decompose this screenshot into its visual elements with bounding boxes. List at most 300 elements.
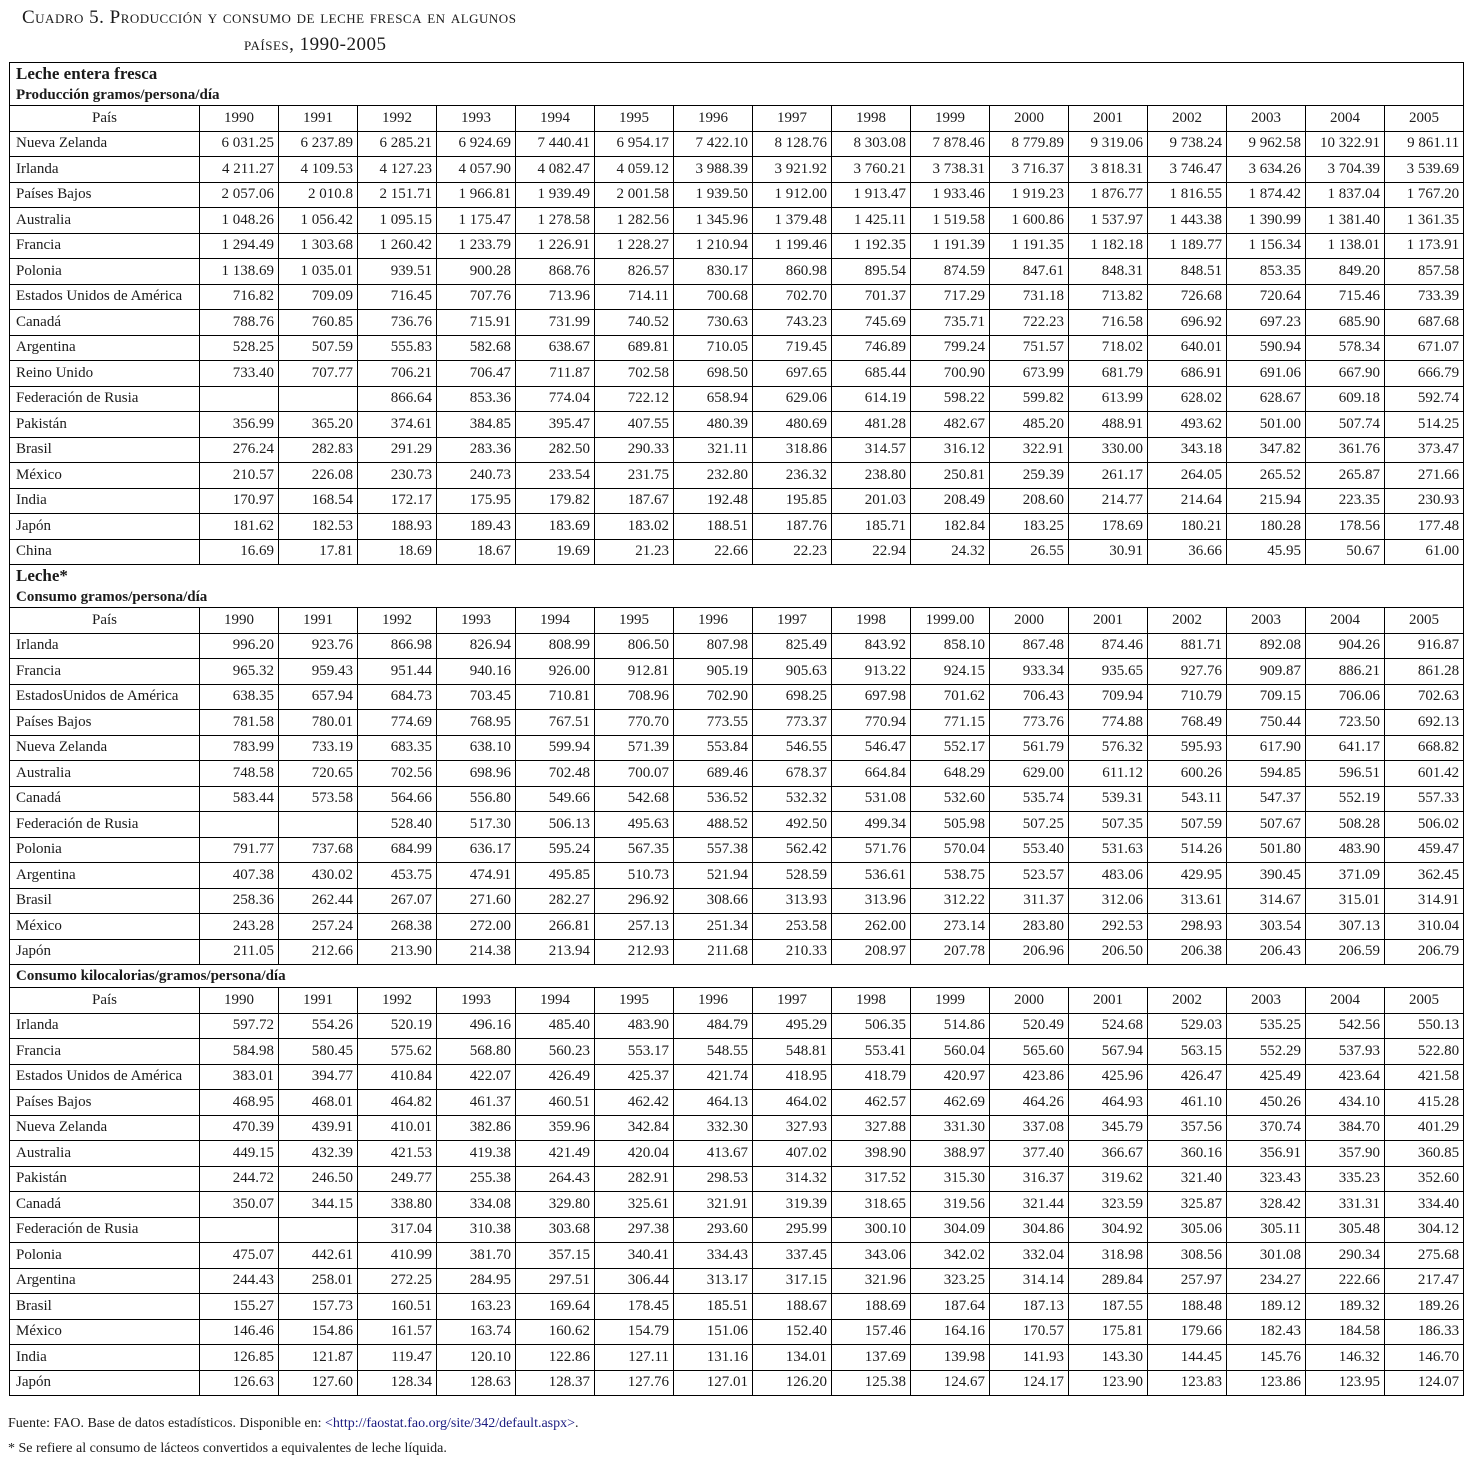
value-cell: 570.04: [911, 837, 990, 863]
value-cell: 599.94: [516, 735, 595, 761]
column-header-year: 1999.00: [911, 608, 990, 634]
table-row: [10, 361, 1464, 387]
value-cell: 553.40: [990, 837, 1069, 863]
value-cell: 700.07: [595, 761, 674, 787]
country-cell: México: [10, 463, 200, 489]
value-cell: 178.56: [1306, 514, 1385, 540]
country-cell: Polonia: [10, 837, 200, 863]
value-cell: 212.93: [595, 939, 674, 965]
value-cell: 146.32: [1306, 1345, 1385, 1371]
value-cell: 418.79: [832, 1064, 911, 1090]
value-cell: 329.80: [516, 1192, 595, 1218]
value-cell: 464.93: [1069, 1090, 1148, 1116]
value-cell: 736.76: [358, 310, 437, 336]
value-cell: 912.81: [595, 659, 674, 685]
value-cell: 8 779.89: [990, 131, 1069, 157]
table-row: [10, 514, 1464, 540]
value-cell: 22.23: [753, 539, 832, 565]
value-cell: 965.32: [200, 659, 279, 685]
value-cell: 506.13: [516, 812, 595, 838]
value-cell: 6 237.89: [279, 131, 358, 157]
value-cell: 373.47: [1385, 437, 1464, 463]
value-cell: 139.98: [911, 1345, 990, 1371]
value-cell: 18.67: [437, 539, 516, 565]
country-cell: India: [10, 488, 200, 514]
value-cell: 124.17: [990, 1370, 1069, 1396]
value-cell: 407.02: [753, 1141, 832, 1167]
value-cell: 706.43: [990, 684, 1069, 710]
value-cell: 807.98: [674, 633, 753, 659]
section-heading-row: [10, 565, 1464, 588]
value-cell: 6 285.21: [358, 131, 437, 157]
value-cell: 461.10: [1148, 1090, 1227, 1116]
value-cell: 335.23: [1306, 1166, 1385, 1192]
value-cell: 323.43: [1227, 1166, 1306, 1192]
value-cell: 567.94: [1069, 1039, 1148, 1065]
value-cell: 189.12: [1227, 1294, 1306, 1320]
value-cell: 127.76: [595, 1370, 674, 1396]
value-cell: 629.00: [990, 761, 1069, 787]
value-cell: 495.29: [753, 1013, 832, 1039]
value-cell: 305.11: [1227, 1217, 1306, 1243]
value-cell: 2 010.8: [279, 182, 358, 208]
value-cell: 8 128.76: [753, 131, 832, 157]
value-cell: 313.93: [753, 888, 832, 914]
value-cell: 715.91: [437, 310, 516, 336]
value-cell: 468.95: [200, 1090, 279, 1116]
value-cell: 595.24: [516, 837, 595, 863]
column-header-year: 2003: [1227, 106, 1306, 132]
column-header-year: 1992: [358, 106, 437, 132]
column-header-year: 1999: [911, 106, 990, 132]
value-cell: 321.91: [674, 1192, 753, 1218]
column-header-year: 2005: [1385, 988, 1464, 1014]
value-cell: 927.76: [1148, 659, 1227, 685]
value-cell: 470.39: [200, 1115, 279, 1141]
value-cell: 678.37: [753, 761, 832, 787]
value-cell: 745.69: [832, 310, 911, 336]
value-cell: 188.67: [753, 1294, 832, 1320]
value-cell: 1 519.58: [911, 208, 990, 234]
value-cell: 22.66: [674, 539, 753, 565]
value-cell: 733.40: [200, 361, 279, 387]
value-cell: 774.88: [1069, 710, 1148, 736]
section-subheading-row: [10, 587, 1464, 608]
column-header-year: 1990: [200, 988, 279, 1014]
value-cell: 554.26: [279, 1013, 358, 1039]
table-notes: [8, 1411, 579, 1461]
value-cell: 432.39: [279, 1141, 358, 1167]
value-cell: 689.81: [595, 335, 674, 361]
value-cell: 702.70: [753, 284, 832, 310]
value-cell: 886.21: [1306, 659, 1385, 685]
value-cell: 189.43: [437, 514, 516, 540]
value-cell: 1 933.46: [911, 182, 990, 208]
value-cell: 698.50: [674, 361, 753, 387]
value-cell: 284.95: [437, 1268, 516, 1294]
table-row: [10, 233, 1464, 259]
value-cell: 514.86: [911, 1013, 990, 1039]
value-cell: 709.15: [1227, 684, 1306, 710]
value-cell: 556.80: [437, 786, 516, 812]
value-cell: 439.91: [279, 1115, 358, 1141]
value-cell: 3 704.39: [1306, 157, 1385, 183]
value-cell: 366.67: [1069, 1141, 1148, 1167]
value-cell: 900.28: [437, 259, 516, 285]
value-cell: 267.07: [358, 888, 437, 914]
value-cell: 720.64: [1227, 284, 1306, 310]
value-cell: 825.49: [753, 633, 832, 659]
value-cell: 1 156.34: [1227, 233, 1306, 259]
value-cell: 328.42: [1227, 1192, 1306, 1218]
value-cell: 317.52: [832, 1166, 911, 1192]
value-cell: 208.97: [832, 939, 911, 965]
country-cell: Países Bajos: [10, 710, 200, 736]
value-cell: 125.38: [832, 1370, 911, 1396]
value-cell: 388.97: [911, 1141, 990, 1167]
value-cell: 683.35: [358, 735, 437, 761]
value-cell: 710.05: [674, 335, 753, 361]
value-cell: 338.80: [358, 1192, 437, 1218]
value-cell: 532.60: [911, 786, 990, 812]
value-cell: 601.42: [1385, 761, 1464, 787]
value-cell: 331.30: [911, 1115, 990, 1141]
value-cell: 258.36: [200, 888, 279, 914]
value-cell: 501.00: [1227, 412, 1306, 438]
value-cell: 548.55: [674, 1039, 753, 1065]
value-cell: 122.86: [516, 1345, 595, 1371]
value-cell: 1 175.47: [437, 208, 516, 234]
value-cell: 808.99: [516, 633, 595, 659]
value-cell: 933.34: [990, 659, 1069, 685]
value-cell: 315.30: [911, 1166, 990, 1192]
value-cell: 806.50: [595, 633, 674, 659]
value-cell: 360.16: [1148, 1141, 1227, 1167]
header-row: [10, 106, 1464, 132]
value-cell: 450.26: [1227, 1090, 1306, 1116]
table-row: [10, 1192, 1464, 1218]
value-cell: 7 440.41: [516, 131, 595, 157]
country-cell: México: [10, 914, 200, 940]
value-cell: 576.32: [1069, 735, 1148, 761]
value-cell: 262.44: [279, 888, 358, 914]
value-cell: 337.08: [990, 1115, 1069, 1141]
value-cell: 531.08: [832, 786, 911, 812]
column-header-year: 1992: [358, 608, 437, 634]
value-cell: 578.34: [1306, 335, 1385, 361]
value-cell: 206.43: [1227, 939, 1306, 965]
value-cell: 939.51: [358, 259, 437, 285]
value-cell: 483.06: [1069, 863, 1148, 889]
value-cell: 700.68: [674, 284, 753, 310]
country-cell: China: [10, 539, 200, 565]
country-cell: Francia: [10, 659, 200, 685]
value-cell: 298.53: [674, 1166, 753, 1192]
value-cell: 314.57: [832, 437, 911, 463]
value-cell: 686.91: [1148, 361, 1227, 387]
value-cell: 595.93: [1148, 735, 1227, 761]
column-header-year: 1994: [516, 608, 595, 634]
table-row: [10, 310, 1464, 336]
value-cell: 552.19: [1306, 786, 1385, 812]
value-cell: 319.39: [753, 1192, 832, 1218]
value-cell: 1 767.20: [1385, 182, 1464, 208]
value-cell: 853.35: [1227, 259, 1306, 285]
value-cell: 909.87: [1227, 659, 1306, 685]
value-cell: 195.85: [753, 488, 832, 514]
value-cell: 895.54: [832, 259, 911, 285]
table-row: [10, 1115, 1464, 1141]
value-cell: 1 048.26: [200, 208, 279, 234]
value-cell: 706.06: [1306, 684, 1385, 710]
value-cell: 257.97: [1148, 1268, 1227, 1294]
value-cell: 717.29: [911, 284, 990, 310]
value-cell: 420.04: [595, 1141, 674, 1167]
value-cell: 26.55: [990, 539, 1069, 565]
value-cell: 1 381.40: [1306, 208, 1385, 234]
column-header-year: 2000: [990, 988, 1069, 1014]
value-cell: 211.05: [200, 939, 279, 965]
value-cell: 1 182.18: [1069, 233, 1148, 259]
value-cell: 144.45: [1148, 1345, 1227, 1371]
value-cell: 128.63: [437, 1370, 516, 1396]
country-cell: Pakistán: [10, 1166, 200, 1192]
value-cell: 507.35: [1069, 812, 1148, 838]
country-cell: Nueva Zelanda: [10, 1115, 200, 1141]
value-cell: 609.18: [1306, 386, 1385, 412]
column-header-year: 2000: [990, 608, 1069, 634]
value-cell: 172.17: [358, 488, 437, 514]
column-header-year: 2005: [1385, 106, 1464, 132]
value-cell: 557.38: [674, 837, 753, 863]
value-cell: 905.63: [753, 659, 832, 685]
value-cell: 119.47: [358, 1345, 437, 1371]
value-cell: 188.51: [674, 514, 753, 540]
value-cell: 557.33: [1385, 786, 1464, 812]
value-cell: 857.58: [1385, 259, 1464, 285]
value-cell: 746.89: [832, 335, 911, 361]
value-cell: 189.26: [1385, 1294, 1464, 1320]
value-cell: 703.45: [437, 684, 516, 710]
value-cell: 4 057.90: [437, 157, 516, 183]
country-cell: Irlanda: [10, 633, 200, 659]
value-cell: 628.67: [1227, 386, 1306, 412]
value-cell: 126.63: [200, 1370, 279, 1396]
table-row: [10, 208, 1464, 234]
value-cell: 121.87: [279, 1345, 358, 1371]
value-cell: 259.39: [990, 463, 1069, 489]
value-cell: 743.23: [753, 310, 832, 336]
value-cell: 1 226.91: [516, 233, 595, 259]
country-cell: Japón: [10, 1370, 200, 1396]
value-cell: 312.06: [1069, 888, 1148, 914]
value-cell: 702.63: [1385, 684, 1464, 710]
table-row: [10, 1268, 1464, 1294]
value-cell: 360.85: [1385, 1141, 1464, 1167]
value-cell: 2 151.71: [358, 182, 437, 208]
value-cell: 550.13: [1385, 1013, 1464, 1039]
table-row: [10, 386, 1464, 412]
table-row: [10, 284, 1464, 310]
value-cell: 2 001.58: [595, 182, 674, 208]
value-cell: 30.91: [1069, 539, 1148, 565]
value-cell: 304.12: [1385, 1217, 1464, 1243]
value-cell: 459.47: [1385, 837, 1464, 863]
value-cell: 799.24: [911, 335, 990, 361]
value-cell: 316.37: [990, 1166, 1069, 1192]
column-header-year: 1990: [200, 608, 279, 634]
value-cell: 713.82: [1069, 284, 1148, 310]
value-cell: 767.51: [516, 710, 595, 736]
value-cell: 480.69: [753, 412, 832, 438]
value-cell: 4 109.53: [279, 157, 358, 183]
table-title: [22, 4, 922, 58]
value-cell: 3 738.31: [911, 157, 990, 183]
table-row: [10, 1294, 1464, 1320]
table-row: [10, 1039, 1464, 1065]
value-cell: 685.44: [832, 361, 911, 387]
column-header-year: 1991: [279, 608, 358, 634]
value-cell: 155.27: [200, 1294, 279, 1320]
value-cell: 208.49: [911, 488, 990, 514]
value-cell: 187.64: [911, 1294, 990, 1320]
value-cell: 350.07: [200, 1192, 279, 1218]
country-cell: Países Bajos: [10, 1090, 200, 1116]
value-cell: 420.97: [911, 1064, 990, 1090]
value-cell: 565.60: [990, 1039, 1069, 1065]
value-cell: 499.34: [832, 812, 911, 838]
source-suffix: .: [575, 1416, 579, 1431]
value-cell: 22.94: [832, 539, 911, 565]
source-link[interactable]: <http://faostat.fao.org/site/342/default.aspx>: [325, 1416, 576, 1431]
value-cell: 959.43: [279, 659, 358, 685]
value-cell: 590.94: [1227, 335, 1306, 361]
value-cell: 529.03: [1148, 1013, 1227, 1039]
value-cell: 126.20: [753, 1370, 832, 1396]
value-cell: 271.60: [437, 888, 516, 914]
value-cell: 867.48: [990, 633, 1069, 659]
table-row: [10, 735, 1464, 761]
value-cell: 657.94: [279, 684, 358, 710]
value-cell: 318.98: [1069, 1243, 1148, 1269]
value-cell: 673.99: [990, 361, 1069, 387]
value-cell: 187.55: [1069, 1294, 1148, 1320]
value-cell: 722.12: [595, 386, 674, 412]
value-cell: 17.81: [279, 539, 358, 565]
value-cell: 246.50: [279, 1166, 358, 1192]
country-cell: Francia: [10, 1039, 200, 1065]
value-cell: 170.97: [200, 488, 279, 514]
value-cell: 390.45: [1227, 863, 1306, 889]
value-cell: 464.82: [358, 1090, 437, 1116]
column-header-year: 1997: [753, 608, 832, 634]
value-cell: 843.92: [832, 633, 911, 659]
table-row: [10, 812, 1464, 838]
value-cell: 848.31: [1069, 259, 1148, 285]
value-cell: 300.10: [832, 1217, 911, 1243]
milk-data-table: [9, 62, 1464, 1396]
value-cell: 521.94: [674, 863, 753, 889]
value-cell: 923.76: [279, 633, 358, 659]
value-cell: 996.20: [200, 633, 279, 659]
value-cell: 523.57: [990, 863, 1069, 889]
table-row: [10, 1166, 1464, 1192]
value-cell: 419.38: [437, 1141, 516, 1167]
value-cell: 143.30: [1069, 1345, 1148, 1371]
column-header-year: 2002: [1148, 608, 1227, 634]
value-cell: 700.90: [911, 361, 990, 387]
value-cell: 484.79: [674, 1013, 753, 1039]
value-cell: 1 278.58: [516, 208, 595, 234]
value-cell: 539.31: [1069, 786, 1148, 812]
value-cell: 582.68: [437, 335, 516, 361]
value-cell: 384.70: [1306, 1115, 1385, 1141]
value-cell: 410.01: [358, 1115, 437, 1141]
value-cell: 1 425.11: [832, 208, 911, 234]
column-header-year: 2004: [1306, 988, 1385, 1014]
value-cell: 303.54: [1227, 914, 1306, 940]
value-cell: 750.44: [1227, 710, 1306, 736]
value-cell: 413.67: [674, 1141, 753, 1167]
value-cell: 1 210.94: [674, 233, 753, 259]
value-cell: 418.95: [753, 1064, 832, 1090]
country-cell: Irlanda: [10, 157, 200, 183]
value-cell: 36.66: [1148, 539, 1227, 565]
value-cell: 16.69: [200, 539, 279, 565]
value-cell: 357.15: [516, 1243, 595, 1269]
value-cell: 549.66: [516, 786, 595, 812]
column-header-year: 1998: [832, 988, 911, 1014]
value-cell: 449.15: [200, 1141, 279, 1167]
value-cell: 297.38: [595, 1217, 674, 1243]
value-cell: 1 939.49: [516, 182, 595, 208]
column-header-year: 2003: [1227, 608, 1306, 634]
value-cell: 137.69: [832, 1345, 911, 1371]
column-header-year: 1992: [358, 988, 437, 1014]
value-cell: 146.46: [200, 1319, 279, 1345]
value-cell: 1 874.42: [1227, 182, 1306, 208]
country-cell: Irlanda: [10, 1013, 200, 1039]
value-cell: 520.49: [990, 1013, 1069, 1039]
value-cell: 323.25: [911, 1268, 990, 1294]
value-cell: 462.69: [911, 1090, 990, 1116]
value-cell: 434.10: [1306, 1090, 1385, 1116]
value-cell: 847.61: [990, 259, 1069, 285]
value-cell: 312.22: [911, 888, 990, 914]
value-cell: 271.66: [1385, 463, 1464, 489]
value-cell: 488.52: [674, 812, 753, 838]
value-cell: 1 537.97: [1069, 208, 1148, 234]
value-cell: 3 746.47: [1148, 157, 1227, 183]
value-cell: 357.90: [1306, 1141, 1385, 1167]
value-cell: 222.66: [1306, 1268, 1385, 1294]
value-cell: 562.42: [753, 837, 832, 863]
value-cell: 423.86: [990, 1064, 1069, 1090]
value-cell: 356.99: [200, 412, 279, 438]
value-cell: 157.46: [832, 1319, 911, 1345]
table-title-line2: países, 1990-2005: [244, 34, 387, 55]
value-cell: 702.90: [674, 684, 753, 710]
value-cell: 182.53: [279, 514, 358, 540]
value-cell: 327.93: [753, 1115, 832, 1141]
table-row: [10, 182, 1464, 208]
value-cell: 365.20: [279, 412, 358, 438]
value-cell: 206.38: [1148, 939, 1227, 965]
column-header-year: 2001: [1069, 608, 1148, 634]
value-cell: 468.01: [279, 1090, 358, 1116]
value-cell: 421.74: [674, 1064, 753, 1090]
value-cell: 217.47: [1385, 1268, 1464, 1294]
